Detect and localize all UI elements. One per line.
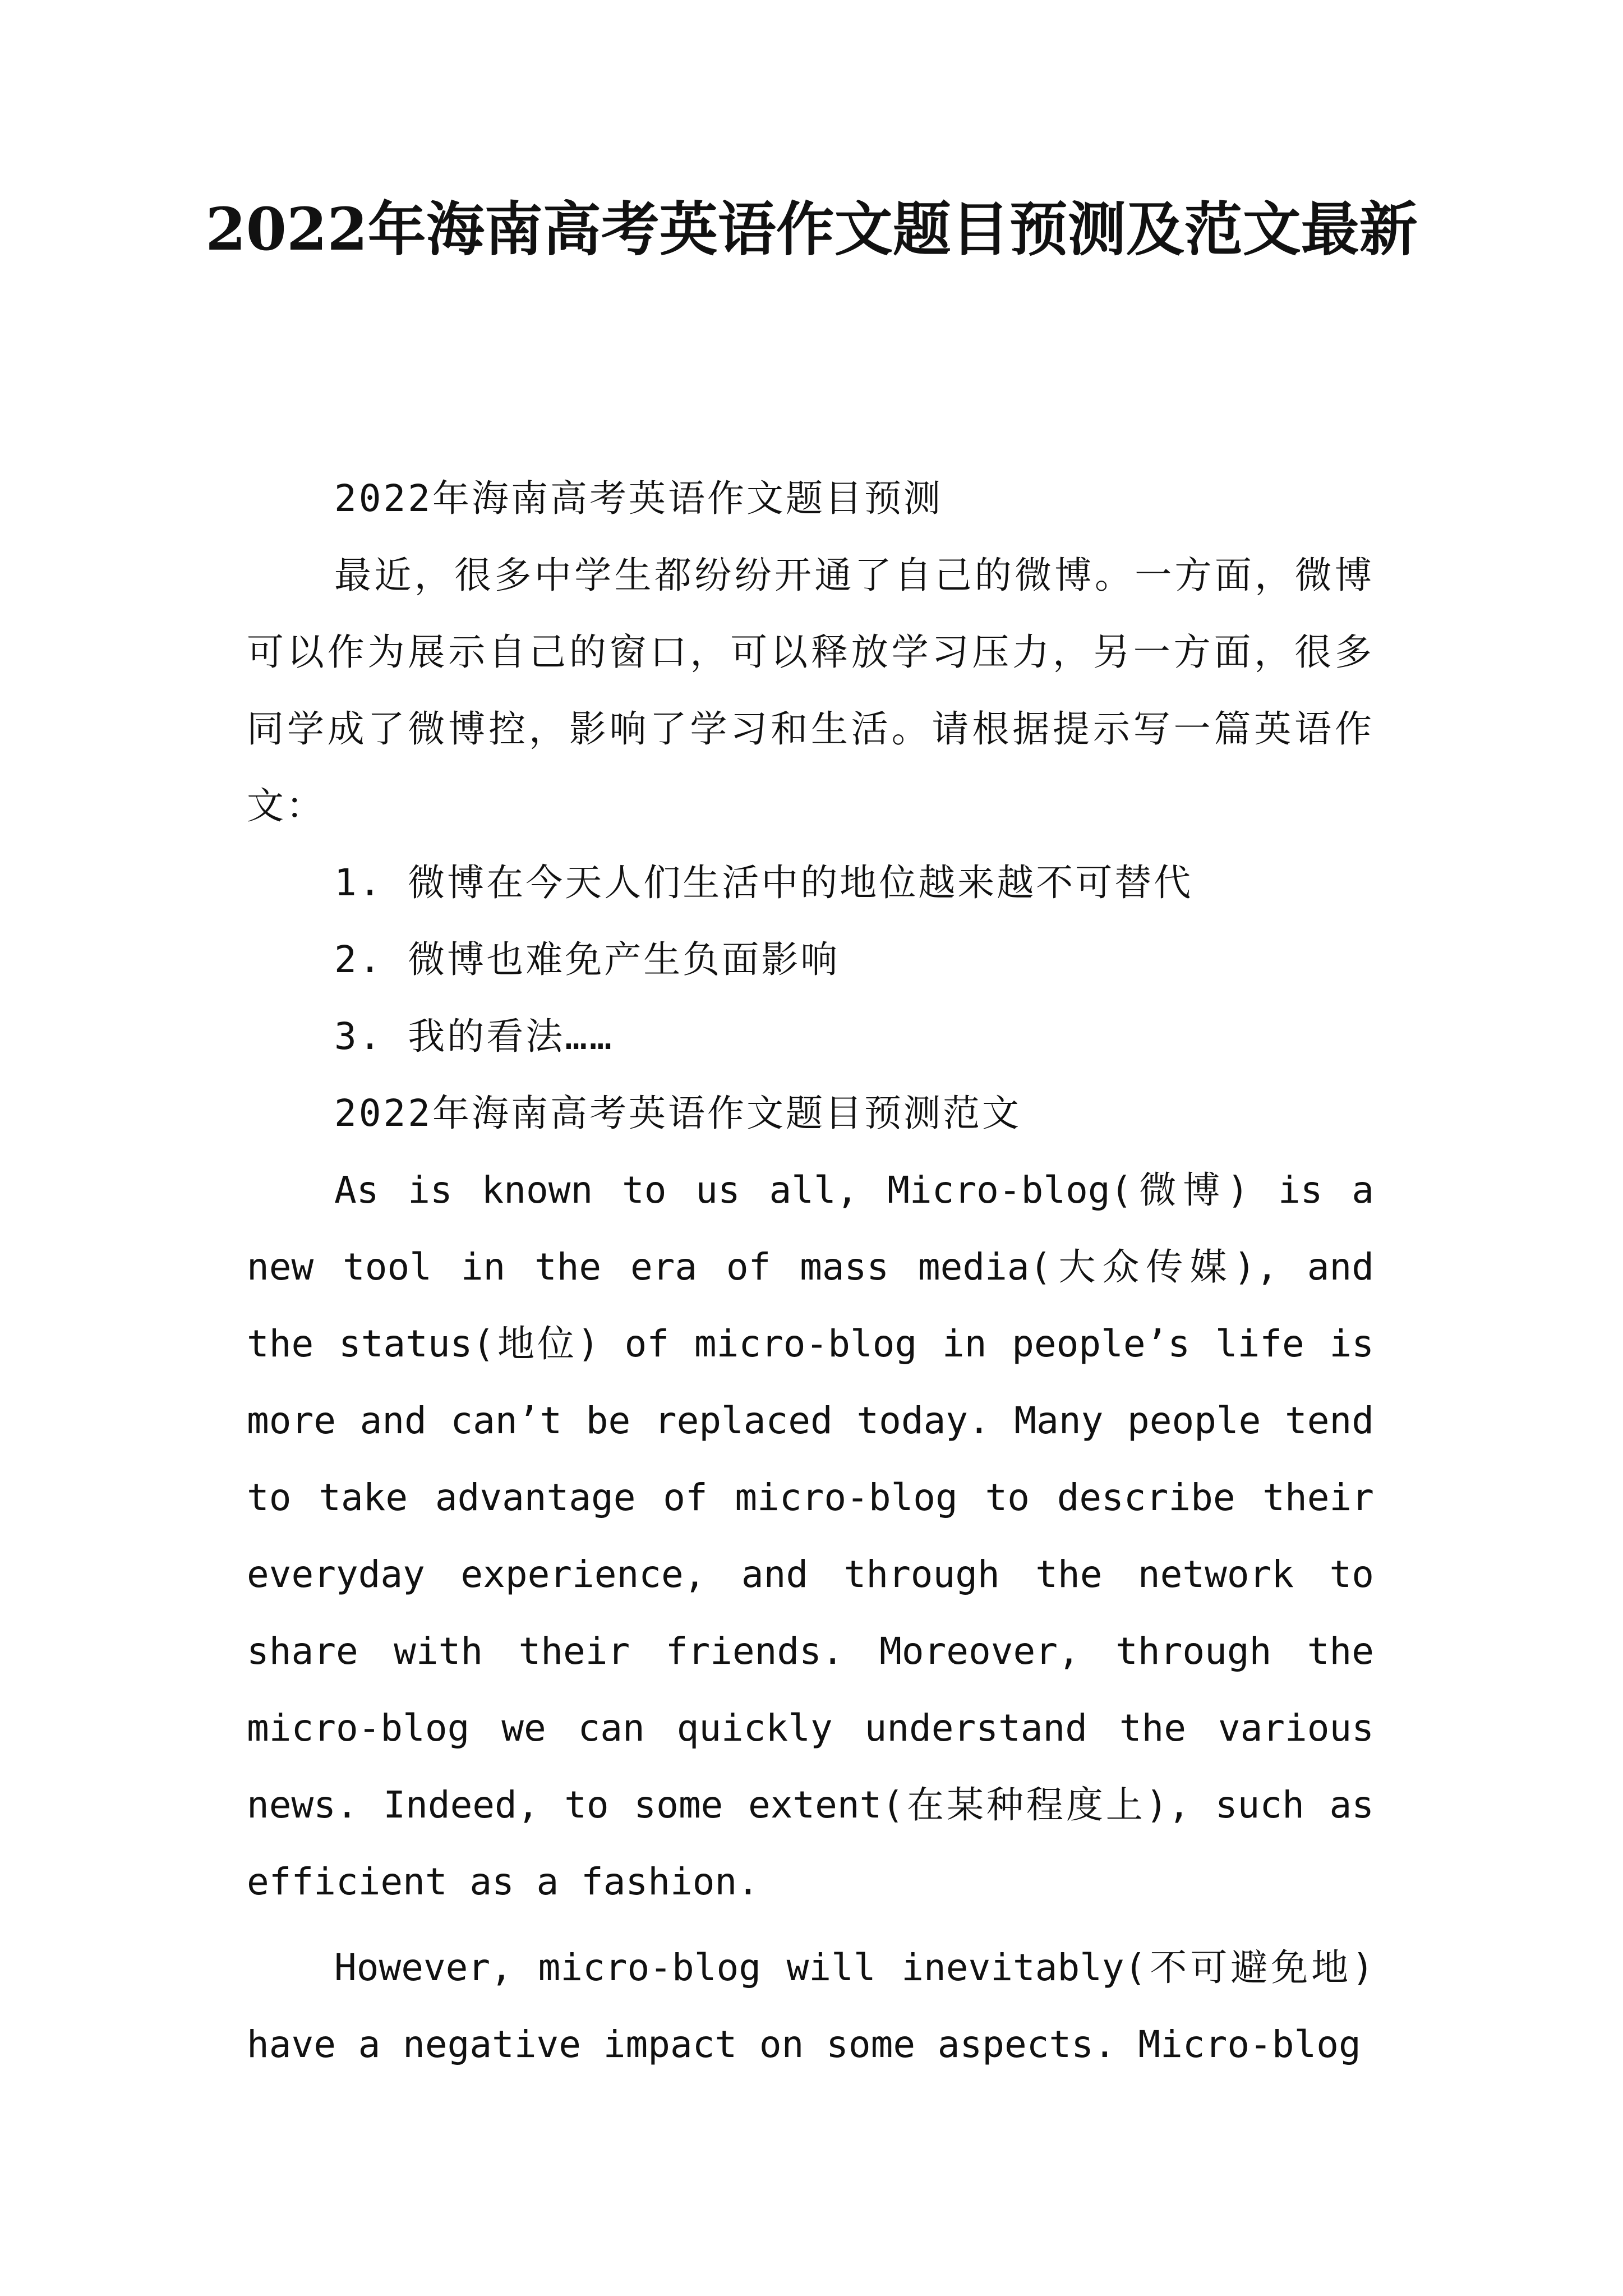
essay-paragraph: As is known to us all, Micro-blog(微博) is a new tool in the era of mass media(大众传媒), and the status(地位) of micro-blog in people’s life is more and can’t be replaced today. Many people tend to take advantage of micro-blog to describe their everyday experience, and through the network to share with their friends. Moreover, through the micro-blog we can quickly understand the various news. Indeed, to some extent(在某种程度上), such as efficient as a fashion. bbox=[247, 1168, 1374, 1903]
section-heading-prompt: 2022年海南高考英语作文题目预测 bbox=[334, 477, 943, 520]
prompt-paragraph: 最近，很多中学生都纷纷开通了自己的微博。一方面，微博可以作为展示自己的窗口，可以释放学习压力，另一方面，很多同学成了微博控，影响了学习和生活。请根据提示写一篇英语作文： bbox=[247, 554, 1374, 827]
list-item: 1. 微博在今天人们生活中的地位越来越不可替代 bbox=[334, 861, 1193, 904]
list-item: 2. 微博也难免产生负面影响 bbox=[334, 938, 840, 981]
essay-paragraph: However, micro-blog will inevitably(不可避免地) have a negative impact on some aspects. Micro-blog bbox=[247, 1946, 1374, 2066]
section-heading-essay: 2022年海南高考英语作文题目预测范文 bbox=[334, 1092, 1021, 1135]
list-item: 3. 我的看法…… bbox=[334, 1015, 614, 1058]
document-title: 2022年海南高考英语作文题目预测及范文最新 bbox=[205, 195, 1418, 264]
document-body bbox=[247, 460, 1374, 2083]
